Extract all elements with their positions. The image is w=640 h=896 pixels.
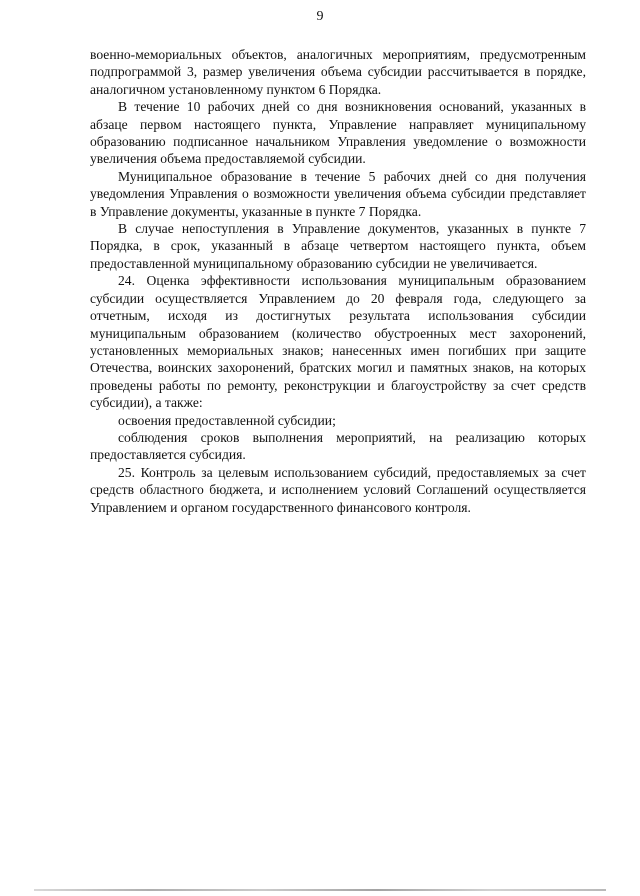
paragraph-item-25: 25. Контроль за целевым использованием субсидий, предоставляемых за счет средств областного бюджета, и исполнением условий Соглашений осуществляется Управлением и органом государственного финансового контроля.: [90, 464, 586, 515]
paragraph-continuation: военно-мемориальных объектов, аналогичных мероприятиям, предусмотренным подпрограммой 3, размер увеличения объема субсидии рассчитывается в порядке, аналогичном установленному пунктом 6 Порядка.: [90, 47, 586, 97]
scan-bottom-edge: [34, 889, 606, 891]
page-number: 9: [316, 9, 324, 24]
paragraph-non-receipt: В случае непоступления в Управление документов, указанных в пункте 7 Порядка, в срок, указанный в абзаце четвертом настоящего пункта, объем предоставленной муниципальному образованию субсидии не увеличивается.: [90, 221, 586, 271]
paragraph-item-24: 24. Оценка эффективности использования муниципальным образованием субсидии осуществляется Управлением до 20 февраля года, следующего за отчетным, исходя из достигнутых результата использования субсидии муниципальным образованием (количество обустроенных мест захоронений, установленных мемориальных знаков; нанесенных имен погибших при защите Отечества, воинских захоронений, братских могил и памятных знаков, на которых проведены работы по ремонту, реконструкции и благоустройству за счет средств субсидии), а также:: [90, 273, 586, 411]
paragraph-subsidy-use: освоения предоставленной субсидии;: [118, 412, 336, 428]
paragraph-notification-term: В течение 10 рабочих дней со дня возникновения оснований, указанных в абзаце первом настоящего пункта, Управление направляет муниципальному образованию подписанное начальником Управления уведомление о возможности увеличения объема предоставляемой субсидии.: [90, 99, 586, 167]
paragraph-deadlines: соблюдения сроков выполнения мероприятий, на реализацию которых предоставляется субсидия.: [90, 429, 586, 463]
paragraph-documents-submission: Муниципальное образование в течение 5 рабочих дней со дня получения уведомления Управления о возможности увеличения объема субсидии представляет в Управление документы, указанные в пункте 7 Порядка.: [90, 168, 586, 219]
document-body: [90, 46, 586, 516]
